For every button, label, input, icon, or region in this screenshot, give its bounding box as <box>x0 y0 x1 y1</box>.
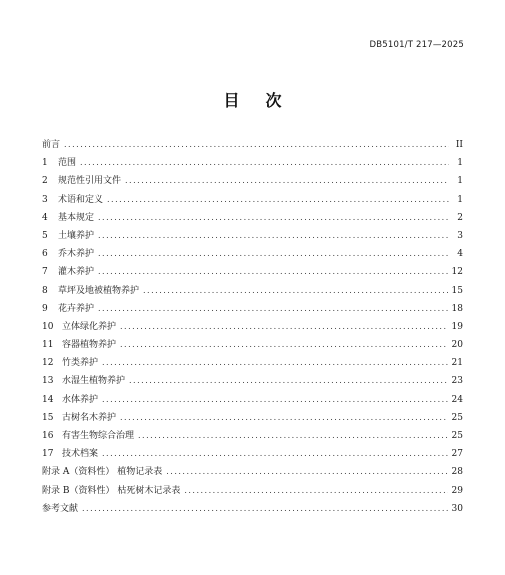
toc-leader-dots <box>80 154 449 172</box>
toc-page-number: 1 <box>457 176 463 187</box>
toc-label: 立体绿化养护 <box>62 321 117 332</box>
toc-page-number: 1 <box>457 158 463 169</box>
toc-page-number: 27 <box>451 449 463 460</box>
toc-section-number: 3 <box>42 194 48 205</box>
toc-page-number: 20 <box>451 340 463 351</box>
toc-entry-2[interactable] <box>42 172 463 190</box>
toc-label: 水体养护 <box>62 394 99 405</box>
toc-leader-dots <box>64 136 449 154</box>
toc-label: 容器植物养护 <box>62 340 117 351</box>
toc-label: 灌木养护 <box>58 267 95 278</box>
toc-leader-dots <box>143 282 448 300</box>
toc-entry-references[interactable] <box>42 500 463 518</box>
toc-label: 规范性引用文件 <box>58 176 122 187</box>
toc-page-number: 29 <box>451 485 463 496</box>
toc-section-number: 7 <box>42 267 48 278</box>
toc-section-number: 9 <box>42 303 48 314</box>
toc-leader-dots <box>138 427 448 445</box>
toc-page-number: 19 <box>451 321 463 332</box>
toc-leader-dots <box>98 227 449 245</box>
toc-leader-dots <box>120 409 448 427</box>
toc-label: 水湿生植物养护 <box>62 376 126 387</box>
toc-leader-dots <box>184 482 447 500</box>
toc-label: 草坪及地被植物养护 <box>58 285 140 296</box>
toc-label: 参考文献 <box>42 503 79 514</box>
toc-entry-10[interactable] <box>42 318 463 336</box>
toc-leader-dots <box>129 372 448 390</box>
toc-entry-12[interactable] <box>42 354 463 372</box>
toc-page-number: 23 <box>451 376 463 387</box>
toc-section-number: 13 <box>42 376 54 387</box>
toc-page-number: 12 <box>451 267 463 278</box>
toc-entry-17[interactable] <box>42 445 463 463</box>
toc-entry-9[interactable] <box>42 300 463 318</box>
toc-leader-dots <box>98 209 449 227</box>
toc-entry-11[interactable] <box>42 336 463 354</box>
toc-page-number: 3 <box>457 230 463 241</box>
toc-page-number: 1 <box>457 194 463 205</box>
toc-section-number: 2 <box>42 176 48 187</box>
toc-section-number: 15 <box>42 412 54 423</box>
toc-entry-3[interactable] <box>42 191 463 209</box>
toc-page-number: 4 <box>457 249 463 260</box>
toc-section-number: 12 <box>42 358 54 369</box>
toc-page-number: 21 <box>451 358 463 369</box>
toc-entry-16[interactable] <box>42 427 463 445</box>
toc-page-number: 25 <box>451 431 463 441</box>
toc-section-number: 17 <box>42 449 54 460</box>
toc-page-number: 25 <box>451 412 463 423</box>
toc-section-number: 4 <box>42 212 48 223</box>
toc-label: 竹类养护 <box>62 358 99 369</box>
toc-entry-appendix-b[interactable] <box>42 482 463 500</box>
document-code: DB5101/T 217—2025 <box>369 40 464 50</box>
toc-page-number: 15 <box>451 285 463 296</box>
toc-leader-dots <box>102 354 448 372</box>
toc-entry-1[interactable] <box>42 154 463 172</box>
toc-label: 乔木养护 <box>58 249 95 260</box>
toc-page-number: 28 <box>451 467 463 478</box>
toc-leader-dots <box>102 391 448 409</box>
toc-section-number: 6 <box>42 249 48 260</box>
toc-section-number: 16 <box>42 431 54 441</box>
toc-entry-8[interactable] <box>42 282 463 300</box>
toc-leader-dots <box>166 463 447 481</box>
toc-section-number: 11 <box>42 340 54 351</box>
toc-entry-13[interactable] <box>42 372 463 390</box>
toc-section-number: 10 <box>42 321 54 332</box>
toc-entry-6[interactable] <box>42 245 463 263</box>
toc-label: 技术档案 <box>62 449 99 460</box>
toc-label: 范围 <box>58 158 77 169</box>
toc-label: 花卉养护 <box>58 303 95 314</box>
toc-page-number: 18 <box>451 303 463 314</box>
toc-entry-appendix-a[interactable] <box>42 463 463 481</box>
toc-section-number: 5 <box>42 230 48 241</box>
toc-entry-5[interactable] <box>42 227 463 245</box>
toc-label: 术语和定义 <box>58 194 104 205</box>
toc-page-number: 30 <box>451 503 463 514</box>
toc-leader-dots <box>98 300 448 318</box>
toc-section-number: 8 <box>42 285 48 296</box>
toc-leader-dots <box>102 445 448 463</box>
toc-leader-dots <box>125 172 449 190</box>
toc-leader-dots <box>82 500 448 518</box>
toc-section-number: 14 <box>42 394 54 405</box>
page-title: 目次 <box>223 91 308 110</box>
toc-page-number: 24 <box>451 394 463 405</box>
toc-page-number: II <box>455 140 463 150</box>
toc-leader-dots <box>107 191 449 209</box>
toc-leader-dots <box>120 318 448 336</box>
toc-leader-dots <box>98 263 448 281</box>
toc-leader-dots <box>98 245 449 263</box>
toc-label: 附录 B（资料性） 枯死树木记录表 <box>42 485 181 496</box>
toc-leader-dots <box>120 336 448 354</box>
toc-label: 有害生物综合治理 <box>62 431 135 441</box>
toc-page-number: 2 <box>457 212 463 223</box>
toc-section-number: 1 <box>42 158 48 169</box>
toc-entry-15[interactable] <box>42 409 463 427</box>
toc-entry-4[interactable] <box>42 209 463 227</box>
toc-label: 基本规定 <box>58 212 95 223</box>
toc-entry-foreword[interactable] <box>42 136 463 154</box>
toc-label: 土壤养护 <box>58 230 95 241</box>
table-of-contents <box>42 136 463 518</box>
toc-entry-7[interactable] <box>42 263 463 281</box>
toc-entry-14[interactable] <box>42 391 463 409</box>
toc-label: 前言 <box>42 140 61 150</box>
toc-label: 附录 A（资料性） 植物记录表 <box>42 467 163 478</box>
toc-label: 古树名木养护 <box>62 412 117 423</box>
